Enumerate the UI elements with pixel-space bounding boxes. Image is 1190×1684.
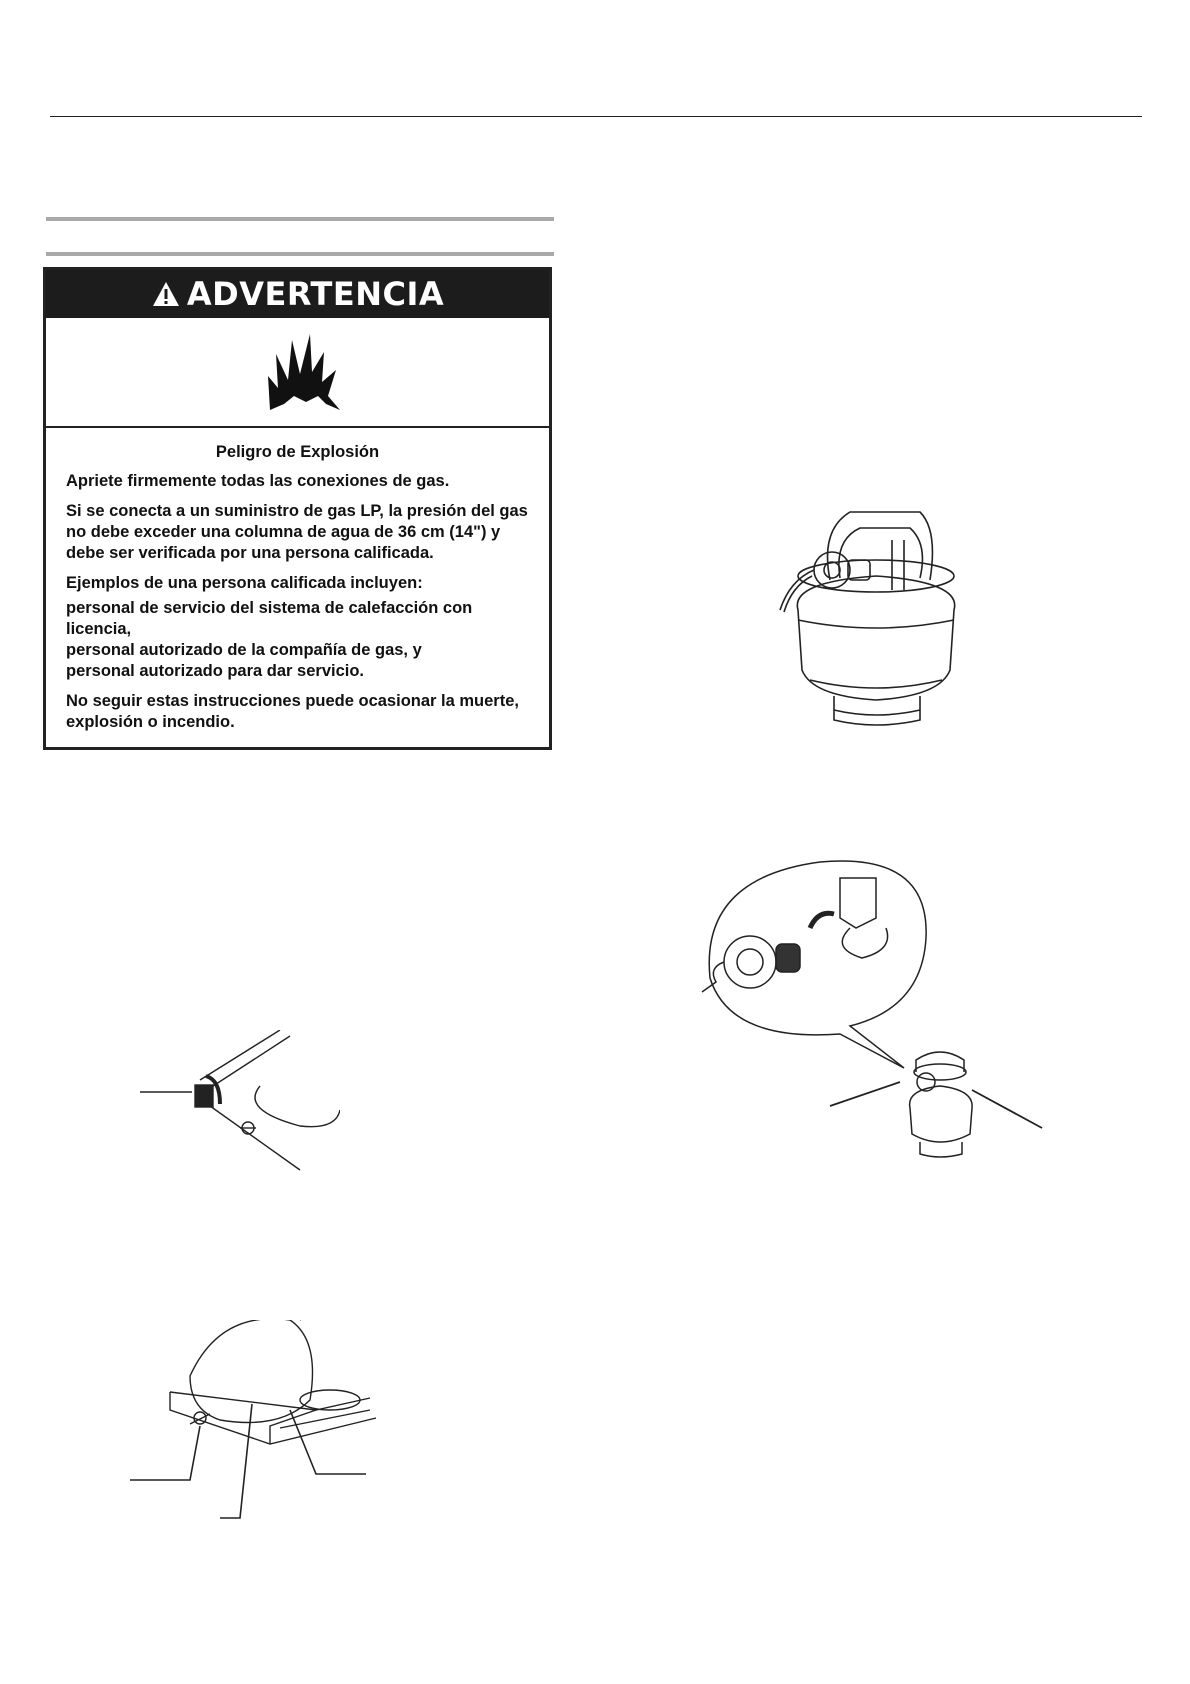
lp-tank-illustration (770, 500, 990, 740)
warning-header (46, 270, 549, 318)
warning-paragraph-2: Si se conecta a un suministro de gas LP, la presión del gas no debe exceder una columna de agua de 36 cm (14") y debe ser verificada por una persona calificada. (66, 502, 528, 562)
burner-valve-illustration (140, 1030, 340, 1180)
warning-title: ADVERTENCIA (186, 275, 445, 313)
regulator-connection-illustration (690, 858, 1070, 1168)
warning-paragraph-1: Apriete firmemente todas las conexiones de gas. (66, 472, 450, 490)
section-divider-top (46, 217, 554, 221)
warning-list-3: personal autorizado para dar servicio. (66, 662, 365, 680)
hazard-symbol-area (46, 318, 549, 428)
warning-list-2: personal autorizado de la compañía de gas, y (66, 641, 422, 659)
warning-text (46, 428, 549, 733)
warning-closing: No seguir estas instrucciones puede ocasionar la muerte, explosión o incendio. (66, 692, 519, 731)
warning-box (43, 267, 552, 750)
burner-pan-illustration (130, 1320, 380, 1530)
explosion-icon (262, 330, 342, 414)
top-rule (50, 116, 1142, 117)
warning-list-1: personal de servicio del sistema de calefacción con licencia, (66, 599, 473, 638)
section-divider-bottom (46, 252, 554, 256)
warning-heading: Peligro de Explosión (215, 443, 380, 461)
warning-paragraph-3: Ejemplos de una persona calificada incluyen: (66, 574, 423, 592)
warning-triangle-icon (151, 280, 181, 308)
